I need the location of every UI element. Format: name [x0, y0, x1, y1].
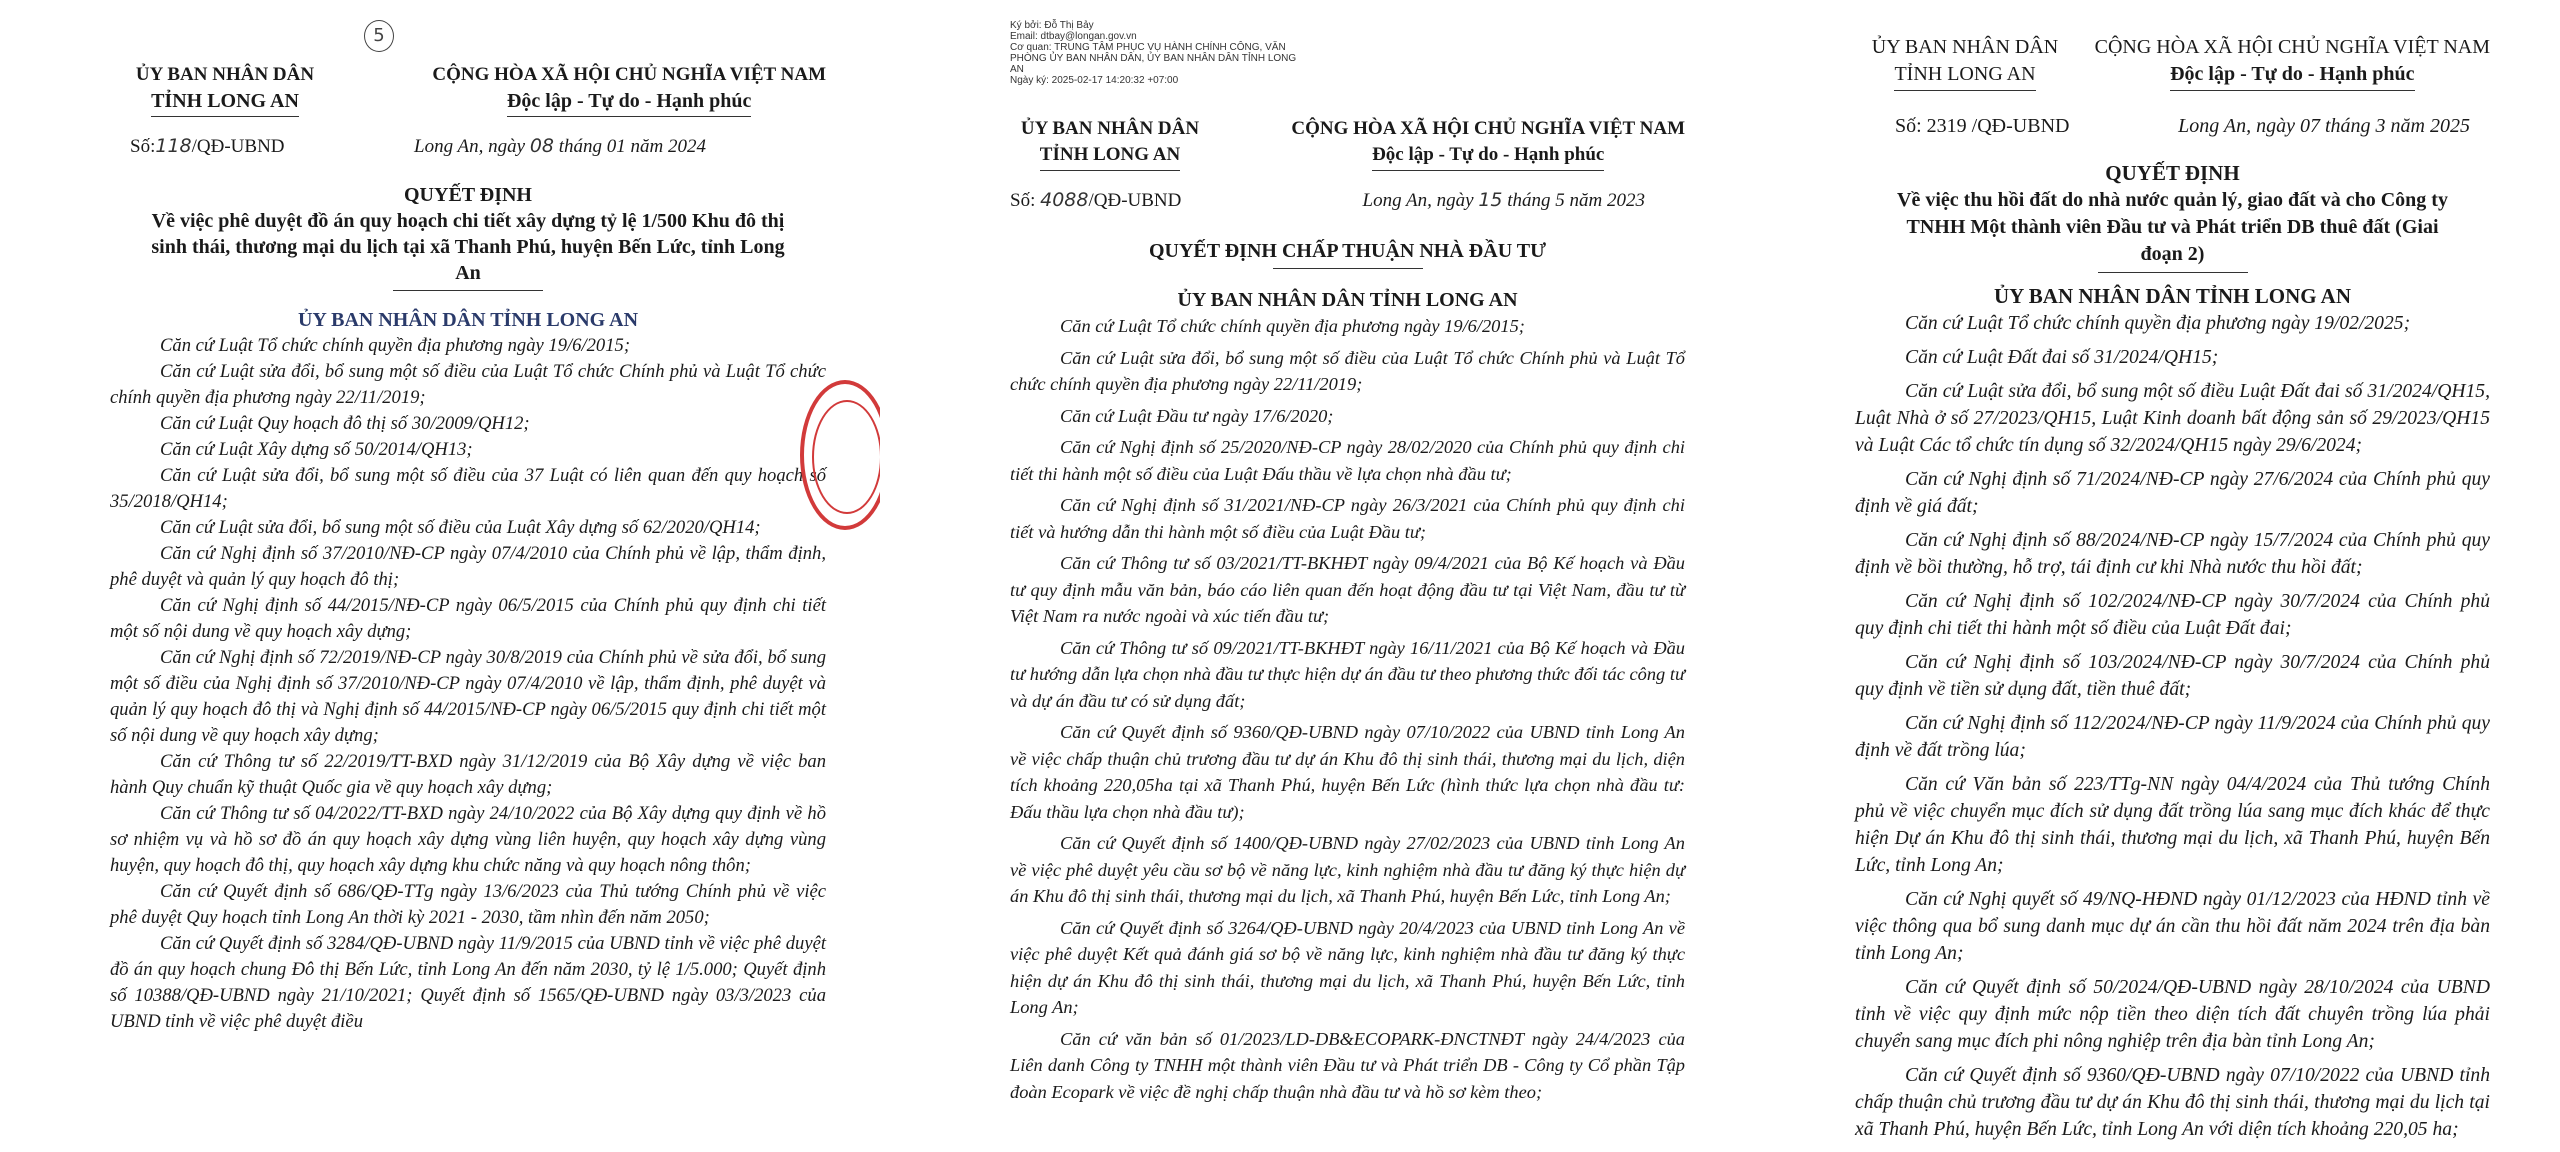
doc1-paragraph: Căn cứ Nghị định số 72/2019/NĐ-CP ngày 30/8/2019 của Chính phủ về sửa đổi, bổ sung một số điều của Nghị định số 37/2010/NĐ-CP ngày 07/4/2010 về lập, thẩm định, phê duyệt và quản lý quy hoạch đô thị và Nghị định số 44/2015/NĐ-CP ngày 06/5/2015 quy định chi tiết một số nội dung về quy hoạch xây dựng; — [110, 647, 826, 746]
doc2-national-motto: CỘNG HÒA XÃ HỘI CHỦ NGHĨA VIỆT NAM Độc lập - Tự do - Hạnh phúc — [1291, 116, 1685, 171]
doc2-number-date-row — [1010, 187, 1685, 214]
doc2-paragraph: Căn cứ Luật Tổ chức chính quyền địa phương ngày 19/6/2015; — [1060, 316, 1525, 336]
doc1-subtitle: Về việc phê duyệt đồ án quy hoạch chi tiết xây dựng tỷ lệ 1/500 Khu đô thị sinh thái, thương mại du lịch tại xã Thanh Phú, huyện Bến Lức, tỉnh Long An — [151, 210, 785, 284]
doc1-paragraph: Căn cứ Quyết định số 3284/QĐ-UBND ngày 11/9/2015 của UBND tỉnh về việc phê duyệt đồ án quy hoạch chung Đô thị Bến Lức, tỉnh Long An đến năm 2030, tỷ lệ 1/5.000; Quyết định số 10388/QĐ-UBND ngày 21/10/2021; Quyết định số 1565/QĐ-UBND ngày 03/3/2023 của UBND tỉnh về việc phê duyệt điều — [110, 933, 826, 1032]
doc3-paragraph: Căn cứ Luật Đất đai số 31/2024/QH15; — [1905, 347, 2219, 368]
doc3-paragraph: Căn cứ Văn bản số 223/TTg-NN ngày 04/4/2024 của Thủ tướng Chính phủ về việc chuyển mục đích sử dụng đất trồng lúa sang mục đích khác để thực hiện Dự án Khu đô thị sinh thái, thương mại du lịch, xã Thanh Phú, huyện Bến Lức, tỉnh Long An; — [1855, 774, 2490, 876]
doc2-paragraph: Căn cứ Quyết định số 9360/QĐ-UBND ngày 07/10/2022 của UBND tỉnh Long An về việc chấp thuận chủ trương đầu tư dự án Khu đô thị sinh thái, thương mại du lịch, diện tích khoảng 220,05ha tại xã Thanh Phú, huyện Bến Lức (hình thức lựa chọn nhà đầu tư: Đấu thầu lựa chọn nhà đầu tư); — [1010, 722, 1685, 822]
doc2-paragraph: Căn cứ văn bản số 01/2023/LD-DB&ECOPARK-ĐNCTNĐT ngày 24/4/2023 của Liên danh Công ty TNHH một thành viên Đầu tư và Phát triển DB - Công ty Cổ phần Tập đoàn Ecopark về việc đề nghị chấp thuận nhà đầu tư và hồ sơ kèm theo; — [1010, 1028, 1685, 1102]
doc1-paragraph: Căn cứ Nghị định số 44/2015/NĐ-CP ngày 06/5/2015 của Chính phủ quy định chi tiết một số nội dung về quy hoạch xây dựng; — [110, 595, 826, 642]
doc1-paragraph: Căn cứ Quyết định số 686/QĐ-TTg ngày 13/6/2023 của Thủ tướng Chính phủ về việc phê duyệt Quy hoạch tỉnh Long An thời kỳ 2021 - 2030, tầm nhìn đến năm 2050; — [110, 881, 826, 928]
digital-signature-info: Ký bởi: Đỗ Thị Bảy Email: dtbay@longan.gov.vn Cơ quan: TRUNG TÂM PHỤC VỤ HÀNH CHÍNH CÔNG, VĂN PHÒNG ỦY BAN NHÂN DÂN, ỦY BAN NHÂN DÂN TỈNH LONG AN Ngày ký: 2025-02-17 14:20:32 +07:00 — [1010, 20, 1297, 86]
doc3-paragraph: Căn cứ Nghị quyết số 49/NQ-HĐND ngày 01/12/2023 của HĐND tỉnh về việc thông qua bổ sung danh mục dự án cần thu hồi đất năm 2024 trên địa bàn tỉnh Long An; — [1855, 889, 2490, 964]
doc3-paragraph: Căn cứ Nghị định số 71/2024/NĐ-CP ngày 27/6/2024 của Chính phủ quy định về giá đất; — [1855, 469, 2490, 517]
doc3-paragraph: Căn cứ Nghị định số 88/2024/NĐ-CP ngày 15/7/2024 của Chính phủ quy định về bồi thường, hỗ trợ, tái định cư khi Nhà nước thu hồi đất; — [1855, 530, 2490, 578]
doc3-paragraph: Căn cứ Nghị định số 103/2024/NĐ-CP ngày 30/7/2024 của Chính phủ quy định về tiền sử dụng đất, tiền thuê đất; — [1855, 652, 2490, 700]
doc2-doc-number: Số: 4088/QĐ-UBND — [1010, 189, 1182, 211]
doc3-paragraph: Căn cứ Luật sửa đổi, bổ sung một số điều Luật Đất đai số 31/2024/QH15, Luật Nhà ở số 27/2023/QH15, Luật Kinh doanh bất động sản số 29/2023/QH15 và Luật Các tổ chức tín dụng số 32/2024/QH15 ngày 29/6/2024; — [1855, 381, 2490, 456]
doc1-paragraph: Căn cứ Nghị định số 37/2010/NĐ-CP ngày 07/4/2010 của Chính phủ về lập, thẩm định, phê duyệt và quản lý quy hoạch đô thị; — [110, 543, 826, 590]
doc3-divider — [2098, 272, 2248, 273]
doc2-paragraph: Căn cứ Thông tư số 09/2021/TT-BKHĐT ngày 16/11/2021 của Bộ Kế hoạch và Đầu tư hướng dẫn lựa chọn nhà đầu tư thực hiện dự án đầu tư theo phương thức đối tác công tư và dự án đầu tư có sử dụng đất; — [1010, 637, 1685, 711]
document-page-3 — [1755, 0, 2560, 1152]
doc1-header — [110, 0, 826, 117]
doc2-paragraph: Căn cứ Nghị định số 31/2021/NĐ-CP ngày 26/3/2021 của Chính phủ quy định chi tiết và hướng dẫn thi hành một số điều của Luật Đầu tư; — [1010, 495, 1685, 542]
doc2-divider — [1273, 268, 1423, 269]
red-seal-inner-ring — [812, 400, 882, 514]
doc2-doc-date: Long An, ngày 15 tháng 5 năm 2023 — [1362, 189, 1645, 211]
doc2-paragraph: Căn cứ Luật sửa đổi, bổ sung một số điều của Luật Tổ chức Chính phủ và Luật Tổ chức chính quyền địa phương ngày 22/11/2019; — [1010, 347, 1685, 394]
doc1-paragraph: Căn cứ Luật sửa đổi, bổ sung một số điều của Luật Xây dựng số 62/2020/QH14; — [160, 517, 761, 538]
doc3-body — [1855, 310, 2490, 1143]
doc1-paragraph: Căn cứ Luật Tổ chức chính quyền địa phương ngày 19/6/2015; — [160, 335, 631, 356]
page-mark: 5 — [364, 20, 394, 52]
doc3-doc-number: Số: 2319 /QĐ-UBND — [1895, 115, 2070, 137]
doc3-paragraph: Căn cứ Nghị định số 112/2024/NĐ-CP ngày 11/9/2024 của Chính phủ quy định về đất trồng lúa; — [1855, 713, 2490, 761]
doc2-paragraph: Căn cứ Thông tư số 03/2021/TT-BKHĐT ngày 09/4/2021 của Bộ Kế hoạch và Đầu tư quy định mẫu văn bản, báo cáo liên quan đến hoạt động đầu tư tại Việt Nam, đầu tư từ Việt Nam ra nước ngoài và xúc tiến đầu tư; — [1010, 553, 1685, 626]
doc3-national-motto: CỘNG HÒA XÃ HỘI CHỦ NGHĨA VIỆT NAM Độc lập - Tự do - Hạnh phúc — [2095, 34, 2490, 91]
doc1-paragraph: Căn cứ Thông tư số 22/2019/TT-BXD ngày 31/12/2019 của Bộ Xây dựng về việc ban hành Quy chuẩn kỹ thuật Quốc gia về quy hoạch xây dựng; — [110, 751, 826, 798]
doc3-subtitle: Về việc thu hồi đất do nhà nước quản lý, giao đất và cho Công ty TNHH Một thành viên Đầu tư và Phát triển DB thuê đất (Giai đoạn 2) — [1897, 189, 2448, 265]
doc3-header — [1855, 0, 2490, 91]
doc1-number-date-row — [110, 133, 826, 160]
doc2-paragraph: Căn cứ Luật Đầu tư ngày 17/6/2020; — [1060, 405, 1334, 426]
doc2-paragraph: Căn cứ Quyết định số 3264/QĐ-UBND ngày 20/4/2023 của UBND tỉnh Long An về việc phê duyệt Kết quả đánh giá sơ bộ về năng lực, kinh nghiệm nhà đầu tư đăng ký thực hiện dự án Khu đô thị sinh thái, thương mại du lịch, xã Thanh Phú, huyện Bến Lức, tỉnh Long An; — [1010, 917, 1685, 1017]
doc3-paragraph: Căn cứ Quyết định số 9360/QĐ-UBND ngày 07/10/2022 của UBND tỉnh chấp thuận chủ trương đầu tư dự án Khu đô thị sinh thái, thương mại du lịch tại xã Thanh Phú, huyện Bến Lức, tỉnh Long An với diện tích khoảng 220,05 ha; — [1855, 1065, 2490, 1140]
doc1-title: QUYẾT ĐỊNH — [404, 184, 532, 206]
doc3-number-date-row — [1855, 113, 2490, 140]
doc1-doc-number: Số:118/QĐ-UBND — [130, 135, 285, 157]
doc3-paragraph: Căn cứ Luật Tổ chức chính quyền địa phương ngày 19/02/2025; — [1905, 313, 2411, 334]
doc2-authority: ỦY BAN NHÂN DÂN TỈNH LONG AN — [1177, 289, 1518, 311]
doc2-paragraph: Căn cứ Nghị định số 25/2020/NĐ-CP ngày 28/02/2020 của Chính phủ quy định chi tiết thi hành một số điều của Luật Đấu thầu về lựa chọn nhà đầu tư; — [1010, 437, 1685, 484]
doc3-authority: ỦY BAN NHÂN DÂN TỈNH LONG AN — [1993, 284, 2352, 308]
doc1-doc-date: Long An, ngày 08 tháng 01 năm 2024 — [414, 135, 706, 157]
doc2-body — [1010, 313, 1685, 1105]
doc1-body — [110, 333, 826, 1035]
doc1-authority: ỦY BAN NHÂN DÂN TỈNH LONG AN — [297, 309, 639, 331]
doc1-paragraph: Căn cứ Luật sửa đổi, bổ sung một số điều của Luật Tổ chức Chính phủ và Luật Tổ chức chính quyền địa phương ngày 22/11/2019; — [110, 361, 826, 408]
doc2-paragraph: Căn cứ Quyết định số 1400/QĐ-UBND ngày 27/02/2023 của UBND tỉnh Long An về việc phê duyệt yêu cầu sơ bộ về năng lực, kinh nghiệm nhà đầu tư đăng ký thực hiện dự án Khu đô thị sinh thái, thương mại du lịch, xã Thanh Phú, huyện Bến Lức, tỉnh Long An; — [1010, 833, 1685, 906]
doc1-divider — [393, 290, 543, 291]
doc3-issuer: ỦY BAN NHÂN DÂN TỈNH LONG AN — [1855, 34, 2075, 91]
doc3-title: QUYẾT ĐỊNH — [2105, 161, 2240, 185]
doc1-paragraph: Căn cứ Luật Xây dựng số 50/2014/QH13; — [160, 439, 473, 460]
doc3-doc-date: Long An, ngày 07 tháng 3 năm 2025 — [2178, 115, 2470, 137]
doc1-paragraph: Căn cứ Luật sửa đổi, bổ sung một số điều của 37 Luật có liên quan đến quy hoạch số 35/2018/QH14; — [110, 465, 826, 512]
doc1-paragraph: Căn cứ Luật Quy hoạch đô thị số 30/2009/QH12; — [160, 413, 530, 434]
doc3-paragraph: Căn cứ Nghị định số 102/2024/NĐ-CP ngày 30/7/2024 của Chính phủ quy định chi tiết thi hành một số điều của Luật Đất đai; — [1855, 591, 2490, 639]
doc2-header — [1010, 86, 1685, 171]
doc1-paragraph: Căn cứ Thông tư số 04/2022/TT-BXD ngày 24/10/2022 của Bộ Xây dựng quy định về hồ sơ nhiệm vụ và hồ sơ đồ án quy hoạch xây dựng vùng liên huyện, quy hoạch xây dựng vùng huyện, quy hoạch đô thị, quy hoạch xây dựng khu chức năng và quy hoạch nông thôn; — [110, 803, 826, 876]
document-page-2 — [880, 0, 1715, 1152]
doc1-national-motto: CỘNG HÒA XÃ HỘI CHỦ NGHĨA VIỆT NAM Độc lập - Tự do - Hạnh phúc — [432, 62, 826, 117]
doc1-issuer: ỦY BAN NHÂN DÂN TỈNH LONG AN — [110, 62, 340, 117]
doc2-title: QUYẾT ĐỊNH CHẤP THUẬN NHÀ ĐẦU TƯ — [1148, 240, 1547, 262]
document-page-1 — [0, 0, 846, 1152]
doc3-paragraph: Căn cứ Quyết định số 50/2024/QĐ-UBND ngày 28/10/2024 của UBND tỉnh về việc quy định mức nộp tiền theo diện tích đất chuyên trồng lúa phải chuyển sang mục đích phi nông nghiệp trên địa bàn tỉnh Long An; — [1855, 977, 2490, 1052]
doc2-issuer: ỦY BAN NHÂN DÂN TỈNH LONG AN — [1010, 116, 1210, 171]
